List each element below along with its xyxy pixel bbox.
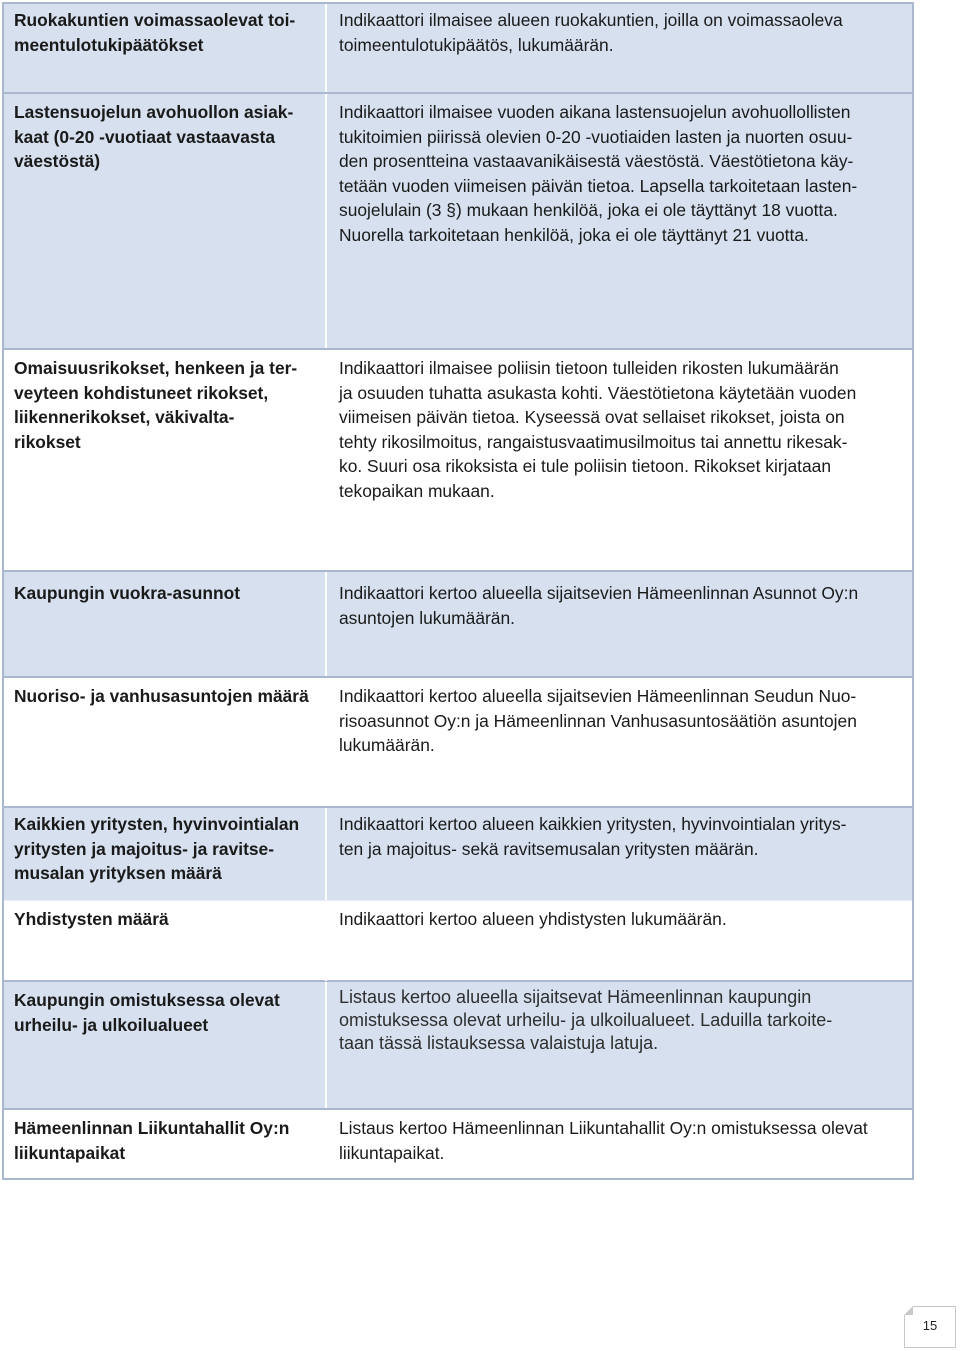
- indicator-table: [2, 2, 914, 1180]
- page-number: 15: [922, 1318, 938, 1333]
- indicator-name: Hämeenlinnan Liikuntahallit Oy:n liikuntapaikat: [4, 1110, 327, 1178]
- table-row: [4, 4, 912, 92]
- indicator-description: Indikaattori ilmaisee vuoden aikana lastensuojelun avohuollollisten tukitoimien piirissä olevien 0-20 -vuotiaiden lasten ja nuorten osuu- den prosentteina vastaavanikäisestä väestöstä. Väestötietona käy- tetään vuoden viimeisen päivän tietoa. Lapsella tarkoitetaan lasten- suojelulain (3 §) mukaan henkilöä, joka ei ole täyttänyt 18 vuotta. Nuorella tarkoitetaan henkilöä, joka ei ole täyttänyt 21 vuotta.: [339, 102, 858, 245]
- table-row: [4, 348, 912, 570]
- page-number-box: [904, 1306, 956, 1348]
- table-row: [4, 1108, 912, 1178]
- indicator-description: Indikaattori ilmaisee poliisin tietoon tulleiden rikosten lukumäärän ja osuuden tuhatta asukasta kohti. Väestötietona käytetään vuoden viimeisen päivän tietoa. Kyseessä ovat sellaiset rikokset, joista on tehty rikosilmoitus, rangaistusvaatimusilmoitus tai annettu rikesak- ko. Suuri osa rikoksista ei tule poliisin tietoon. Rikokset kirjataan tekopaikan mukaan.: [339, 358, 857, 501]
- indicator-name: Lastensuojelun avohuollon asiak- kaat (0-20 -vuotiaat vastaavasta väestöstä): [4, 94, 327, 348]
- indicator-name: Kaikkien yritysten, hyvinvointialan yritysten ja majoitus- ja ravitse- musalan yrityksen määrä: [4, 808, 327, 900]
- row-part: [4, 808, 912, 900]
- indicator-description: Indikaattori kertoo alueella sijaitsevien Hämeenlinnan Seudun Nuo- risoasunnot Oy:n ja Hämeenlinnan Vanhusasuntosäätiön asuntojen lukumäärän.: [339, 686, 857, 756]
- table-row: [4, 92, 912, 348]
- indicator-name: Nuoriso- ja vanhusasuntojen määrä: [4, 678, 327, 806]
- table-row: [4, 980, 912, 1108]
- table-row: [4, 676, 912, 806]
- indicator-name: Omaisuusrikokset, henkeen ja ter- veyteen kohdistuneet rikokset, liikennerikokset, väkivalta- rikokset: [4, 350, 327, 570]
- page-corner-fold: [904, 1306, 913, 1315]
- indicator-name: Kaupungin omistuksessa olevat urheilu- ja ulkoilualueet: [4, 982, 327, 1108]
- indicator-name: Yhdistysten määrä: [4, 901, 327, 981]
- indicator-description: Indikaattori kertoo alueen kaikkien yritysten, hyvinvointialan yritys- ten ja majoitus- sekä ravitsemusalan yritysten määrän.: [339, 814, 847, 859]
- indicator-name: Kaupungin vuokra-asunnot: [4, 572, 327, 676]
- indicator-description: Indikaattori ilmaisee alueen ruokakuntien, joilla on voimassaoleva toimeentulotukipäätös, lukumäärän.: [339, 10, 843, 55]
- table-row: [4, 570, 912, 676]
- indicator-description: Indikaattori kertoo alueella sijaitsevien Hämeenlinnan Asunnot Oy:n asuntojen lukumäärän.: [339, 583, 859, 628]
- indicator-description: Listaus kertoo alueella sijaitsevat Hämeenlinnan kaupungin omistuksessa olevat urheilu- ja ulkoilualueet. Laduilla tarkoite- taan tässä listauksessa valaistuja latuja.: [339, 987, 833, 1053]
- indicator-name: Ruokakuntien voimassaolevat toi- meentulotukipäätökset: [4, 4, 327, 92]
- row-part: [4, 900, 912, 981]
- indicator-description: Indikaattori kertoo alueen yhdistysten lukumäärän.: [339, 909, 727, 929]
- table-row: [4, 806, 912, 980]
- indicator-description: Listaus kertoo Hämeenlinnan Liikuntahallit Oy:n omistuksessa olevat liikuntapaikat.: [339, 1118, 868, 1163]
